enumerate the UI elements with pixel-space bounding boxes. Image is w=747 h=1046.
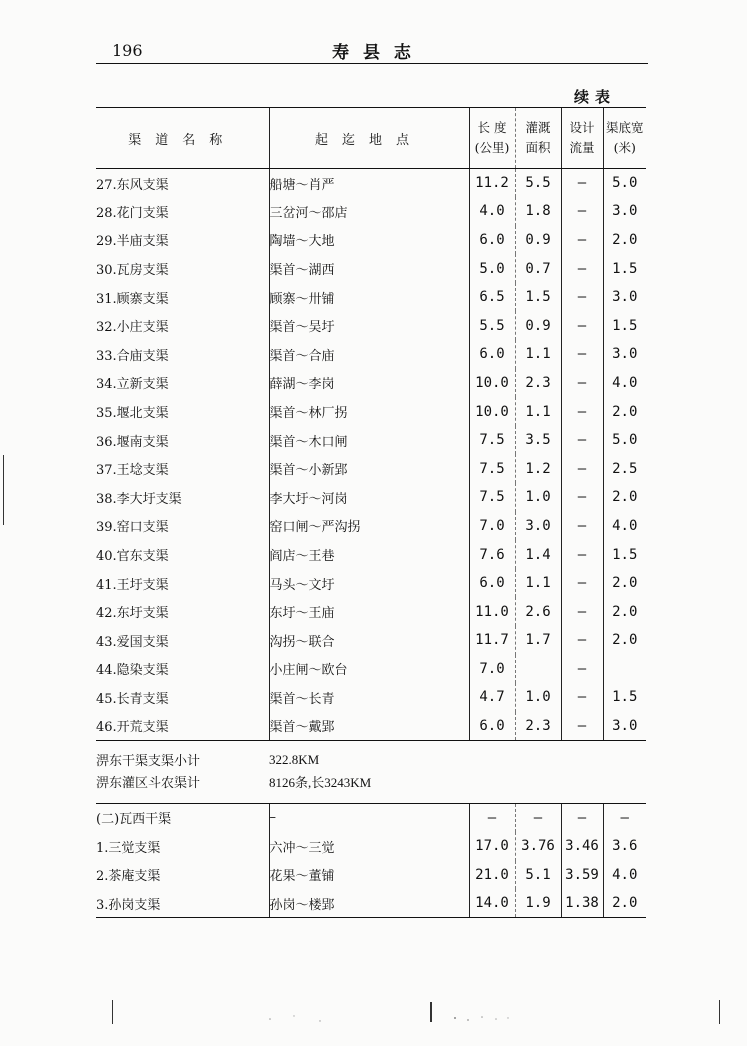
length-cell: 14.0 xyxy=(469,889,515,918)
book-title: 寿 县 志 xyxy=(332,43,415,63)
flow-cell: 3.46 xyxy=(561,832,603,861)
length-cell: 7.0 xyxy=(469,512,515,541)
table-body-b xyxy=(96,803,646,917)
flow-cell: 3.59 xyxy=(561,861,603,890)
header-bottom-width xyxy=(603,108,646,169)
table-row xyxy=(96,169,646,198)
area-cell: 1.1 xyxy=(515,569,561,598)
area-cell: 3.0 xyxy=(515,512,561,541)
width-cell: 3.0 xyxy=(603,197,646,226)
scan-margin-line xyxy=(719,1000,720,1024)
flow-cell: – xyxy=(561,683,603,712)
width-cell: 3.0 xyxy=(603,283,646,312)
table-row xyxy=(96,397,646,426)
length-cell: 7.5 xyxy=(469,454,515,483)
summary-row xyxy=(96,771,646,804)
flow-cell: – xyxy=(561,655,603,684)
table-row xyxy=(96,311,646,340)
table-header-row xyxy=(96,108,646,169)
summary-block xyxy=(96,740,646,803)
route-cell: 东圩～王庙 xyxy=(269,597,469,626)
route-cell: 船塘～肖严 xyxy=(269,169,469,198)
flow-cell: – xyxy=(561,512,603,541)
width-cell: 2.0 xyxy=(603,483,646,512)
width-cell: 4.0 xyxy=(603,369,646,398)
header-length xyxy=(469,108,515,169)
length-cell: 7.0 xyxy=(469,655,515,684)
canal-name: 44.隐染支渠 xyxy=(96,663,169,679)
route-cell: 渠首～木口闸 xyxy=(269,426,469,455)
width-cell: 2.0 xyxy=(603,397,646,426)
route-cell: 孙岗～楼郢 xyxy=(269,889,469,918)
area-cell: 5.5 xyxy=(515,169,561,198)
table-row xyxy=(96,483,646,512)
table-row xyxy=(96,712,646,741)
area-cell: 5.1 xyxy=(515,861,561,890)
route-cell: 渠首～合庙 xyxy=(269,340,469,369)
header-irrigated xyxy=(515,108,561,169)
header-width-line1: 渠底宽 xyxy=(605,120,644,135)
area-cell xyxy=(515,655,561,684)
area-cell: 1.8 xyxy=(515,197,561,226)
table-row xyxy=(96,655,646,684)
flow-cell: – xyxy=(561,340,603,369)
canal-name: 3.孙岗支渠 xyxy=(96,889,269,918)
length-cell: 17.0 xyxy=(469,832,515,861)
table-row xyxy=(96,889,646,918)
header-route: 起迄地点 xyxy=(269,108,469,169)
length-cell: 10.0 xyxy=(469,369,515,398)
route-cell: 渠首～戴郢 xyxy=(269,712,469,741)
area-cell: 3.76 xyxy=(515,832,561,861)
length-cell: 11.7 xyxy=(469,626,515,655)
flow-cell: – xyxy=(561,626,603,655)
flow-cell: – xyxy=(561,397,603,426)
canal-name: 41.王圩支渠 xyxy=(96,577,169,593)
route-cell: 渠首～长青 xyxy=(269,683,469,712)
canal-name: 30.瓦房支渠 xyxy=(96,263,169,279)
canal-name: 29.半庙支渠 xyxy=(96,234,169,250)
area-cell: 1.1 xyxy=(515,340,561,369)
flow-cell: – xyxy=(561,540,603,569)
route-cell: – xyxy=(269,803,469,832)
route-cell: 阎店～王巷 xyxy=(269,540,469,569)
table-row xyxy=(96,340,646,369)
canal-name: 32.小庄支渠 xyxy=(96,320,169,336)
route-cell: 窑口闸～严沟拐 xyxy=(269,512,469,541)
canal-name: 42.东圩支渠 xyxy=(96,606,169,622)
route-cell: 李大圩～河岗 xyxy=(269,483,469,512)
area-cell: 2.3 xyxy=(515,369,561,398)
canal-name: 2.茶庵支渠 xyxy=(96,869,161,885)
length-cell: 7.5 xyxy=(469,426,515,455)
route-cell: 六冲～三觉 xyxy=(269,832,469,861)
canal-name: 36.堰南支渠 xyxy=(96,434,169,450)
header-length-line1: 长 度 xyxy=(477,120,507,135)
route-cell: 三岔河～邵店 xyxy=(269,197,469,226)
header-design-flow xyxy=(561,108,603,169)
length-cell: 6.0 xyxy=(469,226,515,255)
area-cell: 1.0 xyxy=(515,683,561,712)
length-cell: 7.6 xyxy=(469,540,515,569)
area-cell: 1.4 xyxy=(515,540,561,569)
table-row xyxy=(96,254,646,283)
width-cell: 2.0 xyxy=(603,569,646,598)
flow-cell: – xyxy=(561,283,603,312)
length-cell: 5.0 xyxy=(469,254,515,283)
flow-cell: – xyxy=(561,369,603,398)
route-cell: 渠首～吴圩 xyxy=(269,311,469,340)
area-cell: 1.9 xyxy=(515,889,561,918)
table-row xyxy=(96,540,646,569)
canal-name: 1.三觉支渠 xyxy=(96,840,161,856)
width-cell: 4.0 xyxy=(603,512,646,541)
flow-cell: – xyxy=(561,569,603,598)
canal-name: 40.官东支渠 xyxy=(96,549,169,565)
area-cell: 2.3 xyxy=(515,712,561,741)
table-row xyxy=(96,683,646,712)
width-cell: 3.0 xyxy=(603,712,646,741)
area-cell: 0.9 xyxy=(515,226,561,255)
flow-cell: – xyxy=(561,311,603,340)
width-cell: – xyxy=(603,803,646,832)
length-cell: 11.2 xyxy=(469,169,515,198)
summary-label: 淠东灌区斗农渠计 xyxy=(96,776,201,792)
table-row xyxy=(96,832,646,861)
length-cell: 10.0 xyxy=(469,397,515,426)
width-cell: 2.0 xyxy=(603,597,646,626)
table-body-a xyxy=(96,169,646,741)
header-irrigated-line2: 面积 xyxy=(525,140,551,155)
canal-name: 28.花门支渠 xyxy=(96,205,169,221)
route-cell: 渠首～林厂拐 xyxy=(269,397,469,426)
flow-cell: – xyxy=(561,712,603,741)
canal-table xyxy=(96,107,646,918)
area-cell: 1.0 xyxy=(515,483,561,512)
table-row xyxy=(96,426,646,455)
header-flow-line1: 设计 xyxy=(569,120,595,135)
length-cell: 5.5 xyxy=(469,311,515,340)
length-cell: 6.0 xyxy=(469,569,515,598)
table-row xyxy=(96,454,646,483)
table-row xyxy=(96,803,646,832)
table-row xyxy=(96,512,646,541)
length-cell: 6.5 xyxy=(469,283,515,312)
length-cell: – xyxy=(469,803,515,832)
scan-margin-line xyxy=(3,455,4,525)
flow-cell: – xyxy=(561,169,603,198)
canal-name: 39.窑口支渠 xyxy=(96,520,169,536)
scan-margin-line xyxy=(112,1000,113,1024)
route-cell: 渠首～小新郢 xyxy=(269,454,469,483)
summary-label: 淠东干渠支渠小计 xyxy=(96,754,201,770)
header-irrigated-line1: 灌溉 xyxy=(525,120,551,135)
width-cell: 1.5 xyxy=(603,254,646,283)
width-cell: 4.0 xyxy=(603,861,646,890)
area-cell: 3.5 xyxy=(515,426,561,455)
area-cell: 1.2 xyxy=(515,454,561,483)
route-cell: 顾寨～卅铺 xyxy=(269,283,469,312)
table-row xyxy=(96,626,646,655)
width-cell: 2.0 xyxy=(603,626,646,655)
header-width-line2: (米) xyxy=(613,140,636,155)
width-cell: 3.0 xyxy=(603,340,646,369)
route-cell: 陶墙～大地 xyxy=(269,226,469,255)
flow-cell: – xyxy=(561,454,603,483)
canal-name: 45.长青支渠 xyxy=(96,691,169,707)
table-row xyxy=(96,283,646,312)
route-cell: 小庄闸～欧台 xyxy=(269,655,469,684)
table-row xyxy=(96,226,646,255)
route-cell: 薛湖～李岗 xyxy=(269,369,469,398)
length-cell: 7.5 xyxy=(469,483,515,512)
table-row xyxy=(96,569,646,598)
width-cell: 5.0 xyxy=(603,426,646,455)
area-cell: 0.7 xyxy=(515,254,561,283)
table-row xyxy=(96,369,646,398)
flow-cell: – xyxy=(561,426,603,455)
route-cell: 渠首～湖西 xyxy=(269,254,469,283)
canal-name: 38.李大圩支渠 xyxy=(96,491,182,507)
canal-name: 43.爱国支渠 xyxy=(96,634,169,650)
area-cell: 2.6 xyxy=(515,597,561,626)
page-number: 196 xyxy=(112,41,143,60)
canal-name: 33.合庙支渠 xyxy=(96,348,169,364)
width-cell: 2.0 xyxy=(603,226,646,255)
length-cell: 6.0 xyxy=(469,712,515,741)
scan-specks xyxy=(250,1010,530,1026)
width-cell: 5.0 xyxy=(603,169,646,198)
width-cell: 1.5 xyxy=(603,540,646,569)
header-length-line2: (公里) xyxy=(474,140,510,155)
area-cell: 1.7 xyxy=(515,626,561,655)
table-row xyxy=(96,197,646,226)
canal-name: 31.顾寨支渠 xyxy=(96,291,169,307)
route-cell: 沟拐～联合 xyxy=(269,626,469,655)
table-row xyxy=(96,597,646,626)
summary-value: 8126条,长3243KM xyxy=(269,775,372,791)
width-cell: 2.0 xyxy=(603,889,646,918)
width-cell: 2.5 xyxy=(603,454,646,483)
canal-name: 27.东风支渠 xyxy=(96,177,169,193)
flow-cell: 1.38 xyxy=(561,889,603,918)
area-cell: 0.9 xyxy=(515,311,561,340)
area-cell: – xyxy=(515,803,561,832)
summary-value: 322.8KM xyxy=(269,751,320,767)
summary-row xyxy=(96,740,646,771)
width-cell: 1.5 xyxy=(603,311,646,340)
length-cell: 21.0 xyxy=(469,861,515,890)
canal-name: 34.立新支渠 xyxy=(96,377,169,393)
header-name: 渠道名称 xyxy=(96,108,269,169)
flow-cell: – xyxy=(561,597,603,626)
area-cell: 1.5 xyxy=(515,283,561,312)
route-cell: 马头～文圩 xyxy=(269,569,469,598)
length-cell: 4.7 xyxy=(469,683,515,712)
width-cell xyxy=(603,655,646,684)
length-cell: 11.0 xyxy=(469,597,515,626)
flow-cell: – xyxy=(561,483,603,512)
flow-cell: – xyxy=(561,197,603,226)
route-cell: 花果～董铺 xyxy=(269,861,469,890)
flow-cell: – xyxy=(561,803,603,832)
length-cell: 6.0 xyxy=(469,340,515,369)
header-flow-line2: 流量 xyxy=(569,140,595,155)
flow-cell: – xyxy=(561,254,603,283)
header-rule xyxy=(96,63,648,64)
width-cell: 3.6 xyxy=(603,832,646,861)
continued-label: 续表 xyxy=(574,88,617,106)
width-cell: 1.5 xyxy=(603,683,646,712)
area-cell: 1.1 xyxy=(515,397,561,426)
section-name: (二)瓦西干渠 xyxy=(96,803,269,832)
table-row xyxy=(96,861,646,890)
canal-name: 37.王埝支渠 xyxy=(96,463,169,479)
canal-name: 35.堰北支渠 xyxy=(96,406,169,422)
length-cell: 4.0 xyxy=(469,197,515,226)
flow-cell: – xyxy=(561,226,603,255)
canal-name: 46.开荒支渠 xyxy=(96,712,269,741)
